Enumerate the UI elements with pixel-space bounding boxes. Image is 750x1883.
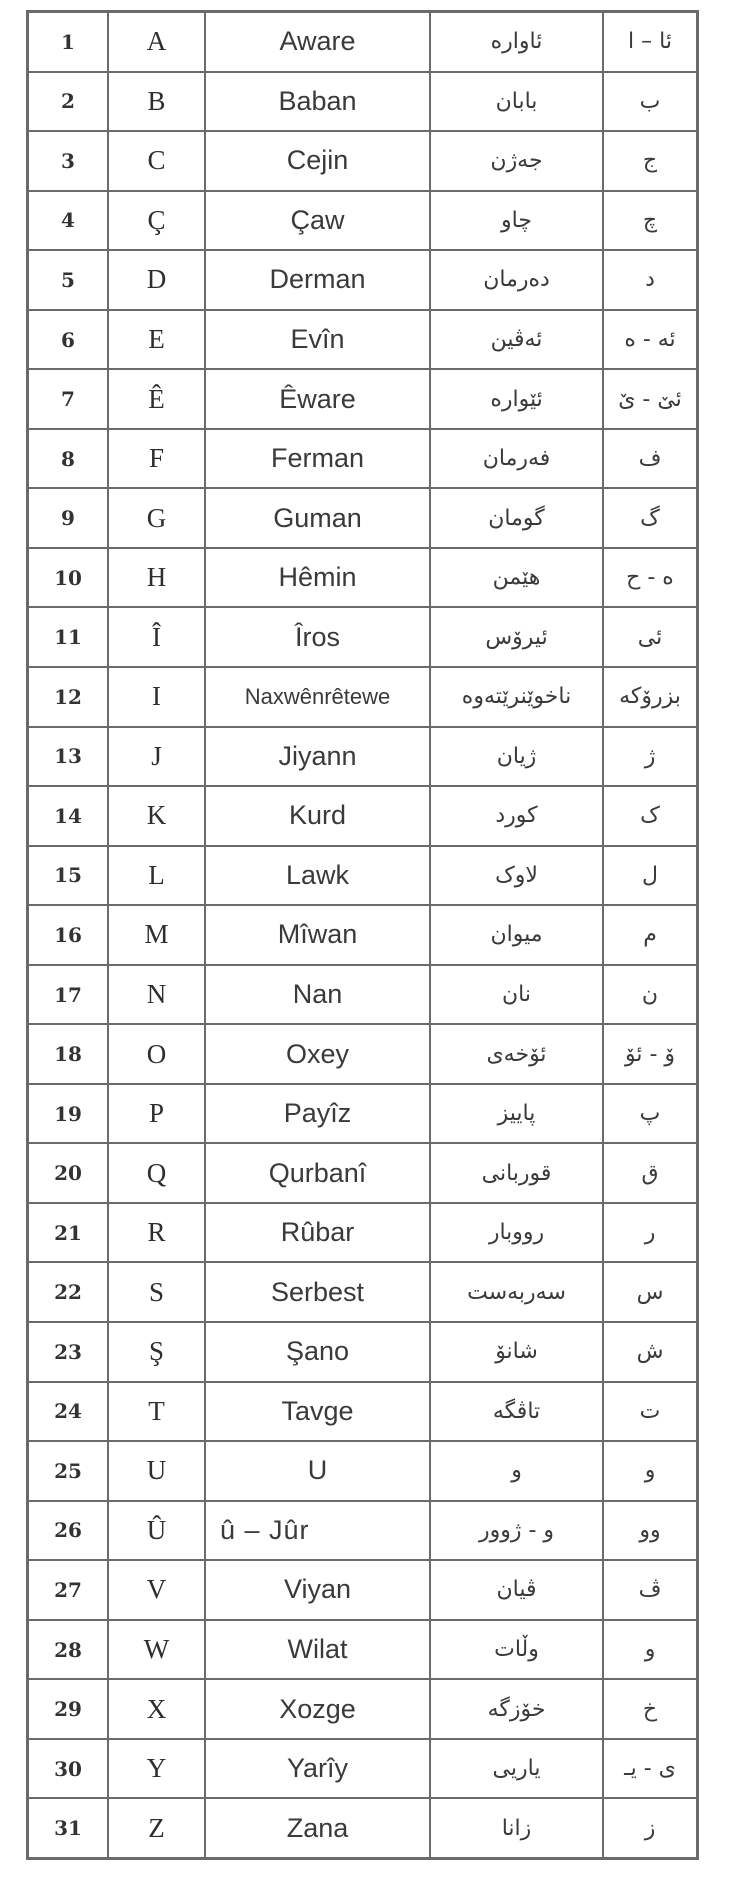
latin-letter-cell: A	[109, 13, 206, 71]
arabic-example-word-cell: وڵات	[431, 1621, 604, 1679]
latin-example-word-cell: Zana	[206, 1799, 431, 1857]
latin-letter-cell: U	[109, 1442, 206, 1500]
latin-letter-cell: I	[109, 668, 206, 726]
arabic-example-word-cell: و	[431, 1442, 604, 1500]
row-number-cell: 2	[29, 73, 109, 131]
latin-letter-cell: Î	[109, 608, 206, 666]
arabic-example-word-cell: ئەڤین	[431, 311, 604, 369]
table-row	[29, 1442, 696, 1502]
latin-example-word-cell: Naxwênrêtewe	[206, 668, 431, 726]
arabic-letter-cell: چ	[642, 207, 658, 233]
latin-example-word-cell: Yarîy	[206, 1740, 431, 1798]
latin-example-word-cell: Jiyann	[206, 728, 431, 786]
arabic-example-word-cell: دەرمان	[431, 251, 604, 309]
arabic-example-word-cell: ئۆخەی	[431, 1025, 604, 1083]
table-row	[29, 132, 696, 192]
arabic-letter-cell: س	[636, 1279, 664, 1305]
arabic-letter-cell: ج	[642, 148, 658, 174]
arabic-example-word-cell: بابان	[431, 73, 604, 131]
row-number-cell: 1	[29, 13, 109, 71]
arabic-example-word-cell: قوربانی	[431, 1144, 604, 1202]
latin-example-word-cell: û – Jûr	[206, 1502, 431, 1560]
latin-example-word-cell: Şano	[206, 1323, 431, 1381]
arabic-example-word-cell: لاوک	[431, 847, 604, 905]
latin-example-word-cell: Lawk	[206, 847, 431, 905]
row-number-cell: 24	[29, 1383, 109, 1441]
latin-letter-cell: X	[109, 1680, 206, 1738]
latin-example-word-cell: Xozge	[206, 1680, 431, 1738]
arabic-letter-cell: و	[644, 1458, 656, 1484]
table-row	[29, 787, 696, 847]
arabic-letter-cell: گ	[640, 505, 660, 531]
arabic-example-word-cell: نان	[431, 966, 604, 1024]
arabic-example-word-cell: یاریی	[431, 1740, 604, 1798]
latin-example-word-cell: Serbest	[206, 1263, 431, 1321]
arabic-letter-cell: ش	[636, 1339, 664, 1365]
row-number-cell: 5	[29, 251, 109, 309]
arabic-letter-cell: ر	[644, 1220, 656, 1246]
latin-letter-cell: Y	[109, 1740, 206, 1798]
arabic-letter-cell: ۆ - ئۆ	[624, 1041, 676, 1067]
row-number-cell: 7	[29, 370, 109, 428]
arabic-example-word-cell: چاو	[431, 192, 604, 250]
table-row	[29, 728, 696, 788]
table-row	[29, 311, 696, 371]
table-row	[29, 1144, 696, 1204]
row-number-cell: 25	[29, 1442, 109, 1500]
latin-letter-cell: P	[109, 1085, 206, 1143]
latin-letter-cell: W	[109, 1621, 206, 1679]
latin-letter-cell: K	[109, 787, 206, 845]
latin-example-word-cell: Aware	[206, 13, 431, 71]
latin-example-word-cell: Rûbar	[206, 1204, 431, 1262]
arabic-example-word-cell: ئیرۆس	[431, 608, 604, 666]
latin-example-word-cell: Hêmin	[206, 549, 431, 607]
arabic-letter-cell: ڤ	[638, 1577, 662, 1603]
arabic-letter-cell: و	[644, 1637, 656, 1663]
row-number-cell: 23	[29, 1323, 109, 1381]
row-number-cell: 21	[29, 1204, 109, 1262]
arabic-example-word-cell: ڤیان	[431, 1561, 604, 1619]
latin-letter-cell: D	[109, 251, 206, 309]
latin-letter-cell: Û	[109, 1502, 206, 1560]
arabic-letter-cell: ز	[644, 1815, 656, 1841]
latin-example-word-cell: U	[206, 1442, 431, 1500]
latin-letter-cell: C	[109, 132, 206, 190]
table-row	[29, 13, 696, 73]
table-row	[29, 1263, 696, 1323]
latin-example-word-cell: Wilat	[206, 1621, 431, 1679]
table-row	[29, 192, 696, 252]
arabic-letter-cell: ئی	[637, 624, 663, 650]
latin-letter-cell: E	[109, 311, 206, 369]
table-row	[29, 1323, 696, 1383]
arabic-example-word-cell: میوان	[431, 906, 604, 964]
row-number-cell: 14	[29, 787, 109, 845]
arabic-letter-cell: ب	[639, 88, 661, 114]
latin-letter-cell: T	[109, 1383, 206, 1441]
row-number-cell: 9	[29, 489, 109, 547]
row-number-cell: 18	[29, 1025, 109, 1083]
arabic-example-word-cell: سەربەست	[431, 1263, 604, 1321]
arabic-example-word-cell: ناخوێنرێتەوە	[431, 668, 604, 726]
table-row	[29, 370, 696, 430]
latin-letter-cell: M	[109, 906, 206, 964]
row-number-cell: 26	[29, 1502, 109, 1560]
arabic-example-word-cell: جەژن	[431, 132, 604, 190]
latin-letter-cell: L	[109, 847, 206, 905]
table-row	[29, 1383, 696, 1443]
table-row	[29, 1025, 696, 1085]
latin-letter-cell: B	[109, 73, 206, 131]
arabic-letter-cell: خ	[642, 1696, 658, 1722]
latin-example-word-cell: Derman	[206, 251, 431, 309]
arabic-example-word-cell: ئێوارە	[431, 370, 604, 428]
table-row	[29, 251, 696, 311]
row-number-cell: 8	[29, 430, 109, 488]
latin-example-word-cell: Qurbanî	[206, 1144, 431, 1202]
latin-letter-cell: F	[109, 430, 206, 488]
row-number-cell: 6	[29, 311, 109, 369]
latin-letter-cell: Q	[109, 1144, 206, 1202]
latin-letter-cell: Ê	[109, 370, 206, 428]
latin-letter-cell: Z	[109, 1799, 206, 1857]
row-number-cell: 13	[29, 728, 109, 786]
arabic-letter-cell: ف	[638, 446, 662, 472]
row-number-cell: 27	[29, 1561, 109, 1619]
arabic-letter-cell: ق	[641, 1160, 659, 1186]
row-number-cell: 17	[29, 966, 109, 1024]
table-row	[29, 847, 696, 907]
latin-example-word-cell: Nan	[206, 966, 431, 1024]
table-row	[29, 73, 696, 133]
table-row	[29, 608, 696, 668]
table-row	[29, 549, 696, 609]
arabic-example-word-cell: تاڤگە	[431, 1383, 604, 1441]
latin-example-word-cell: Îros	[206, 608, 431, 666]
latin-letter-cell: S	[109, 1263, 206, 1321]
arabic-letter-cell: ک	[640, 803, 660, 829]
alphabet-table	[26, 10, 699, 1860]
latin-example-word-cell: Oxey	[206, 1025, 431, 1083]
row-number-cell: 12	[29, 668, 109, 726]
arabic-example-word-cell: رووبار	[431, 1204, 604, 1262]
arabic-letter-cell: پ	[639, 1101, 661, 1127]
latin-letter-cell: Ş	[109, 1323, 206, 1381]
arabic-example-word-cell: هێمن	[431, 549, 604, 607]
latin-example-word-cell: Cejin	[206, 132, 431, 190]
table-row	[29, 1502, 696, 1562]
arabic-letter-cell: ژ	[644, 743, 656, 769]
latin-example-word-cell: Viyan	[206, 1561, 431, 1619]
row-number-cell: 3	[29, 132, 109, 190]
arabic-letter-cell: ه - ح	[626, 565, 674, 591]
table-row	[29, 1799, 696, 1857]
table-row	[29, 1680, 696, 1740]
arabic-letter-cell: بزرۆکە	[619, 684, 681, 710]
latin-example-word-cell: Çaw	[206, 192, 431, 250]
arabic-example-word-cell: فەرمان	[431, 430, 604, 488]
row-number-cell: 19	[29, 1085, 109, 1143]
arabic-example-word-cell: ئاوارە	[431, 13, 604, 71]
arabic-letter-cell: وو	[639, 1517, 661, 1543]
latin-example-word-cell: Payîz	[206, 1085, 431, 1143]
row-number-cell: 22	[29, 1263, 109, 1321]
latin-letter-cell: H	[109, 549, 206, 607]
arabic-example-word-cell: و - ژوور	[431, 1502, 604, 1560]
latin-letter-cell: J	[109, 728, 206, 786]
latin-example-word-cell: Evîn	[206, 311, 431, 369]
latin-example-word-cell: Ferman	[206, 430, 431, 488]
arabic-letter-cell: ن	[641, 982, 659, 1008]
arabic-example-word-cell: ژیان	[431, 728, 604, 786]
latin-letter-cell: R	[109, 1204, 206, 1262]
row-number-cell: 29	[29, 1680, 109, 1738]
table-row	[29, 906, 696, 966]
latin-letter-cell: N	[109, 966, 206, 1024]
arabic-example-word-cell: پاییز	[431, 1085, 604, 1143]
table-row	[29, 430, 696, 490]
latin-example-word-cell: Guman	[206, 489, 431, 547]
arabic-example-word-cell: شانۆ	[431, 1323, 604, 1381]
table-row	[29, 668, 696, 728]
table-row	[29, 489, 696, 549]
table-row	[29, 1561, 696, 1621]
arabic-letter-cell: د	[645, 267, 655, 293]
table-row	[29, 1621, 696, 1681]
latin-letter-cell: Ç	[109, 192, 206, 250]
latin-example-word-cell: Mîwan	[206, 906, 431, 964]
row-number-cell: 10	[29, 549, 109, 607]
arabic-letter-cell: ئا – ا	[628, 29, 672, 55]
row-number-cell: 30	[29, 1740, 109, 1798]
latin-example-word-cell: Kurd	[206, 787, 431, 845]
arabic-letter-cell: ئە - ە	[624, 327, 676, 352]
latin-letter-cell: O	[109, 1025, 206, 1083]
row-number-cell: 31	[29, 1799, 109, 1857]
arabic-example-word-cell: زانا	[431, 1799, 604, 1857]
arabic-letter-cell: م	[643, 922, 657, 948]
row-number-cell: 20	[29, 1144, 109, 1202]
arabic-example-word-cell: خۆزگە	[431, 1680, 604, 1738]
latin-example-word-cell: Tavge	[206, 1383, 431, 1441]
arabic-letter-cell: ی - یـ	[624, 1756, 676, 1782]
arabic-letter-cell: ت	[639, 1398, 661, 1424]
arabic-letter-cell: ل	[642, 862, 658, 888]
row-number-cell: 15	[29, 847, 109, 905]
latin-letter-cell: V	[109, 1561, 206, 1619]
arabic-example-word-cell: گومان	[431, 489, 604, 547]
table-row	[29, 966, 696, 1026]
row-number-cell: 28	[29, 1621, 109, 1679]
arabic-letter-cell: ئێ - ێ	[618, 386, 682, 412]
arabic-example-word-cell: کورد	[431, 787, 604, 845]
latin-example-word-cell: Baban	[206, 73, 431, 131]
table-row	[29, 1740, 696, 1800]
latin-letter-cell: G	[109, 489, 206, 547]
table-row	[29, 1085, 696, 1145]
row-number-cell: 11	[29, 608, 109, 666]
row-number-cell: 4	[29, 192, 109, 250]
table-row	[29, 1204, 696, 1264]
latin-example-word-cell: Êware	[206, 370, 431, 428]
row-number-cell: 16	[29, 906, 109, 964]
